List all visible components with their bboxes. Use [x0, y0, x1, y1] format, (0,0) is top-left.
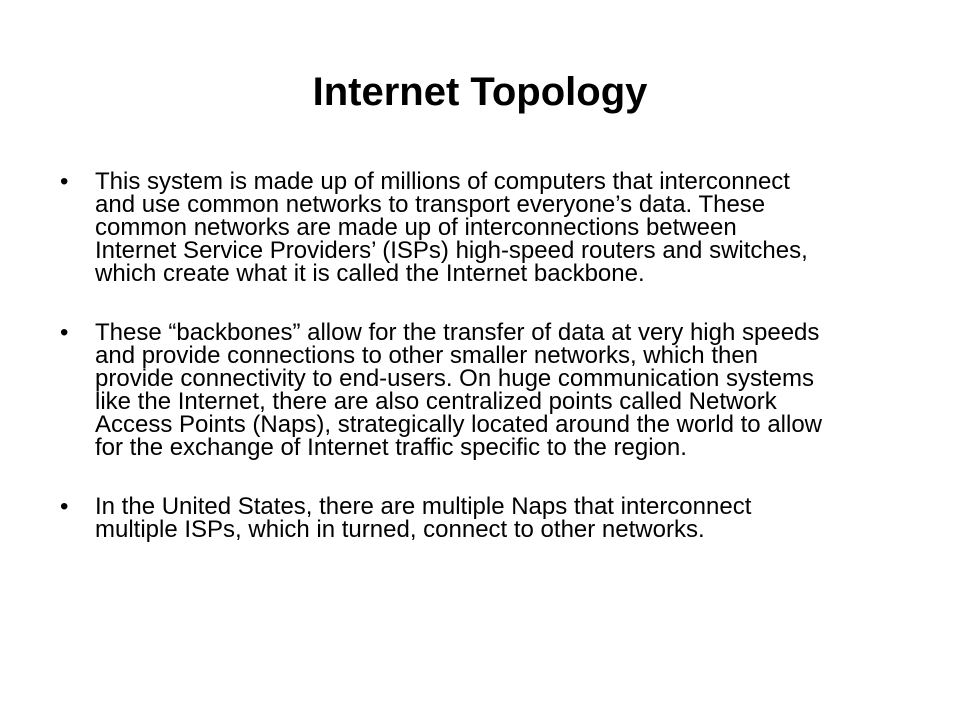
bullet-line: and use common networks to transport everyone’s data. These [95, 191, 766, 218]
bullet-text [95, 495, 920, 541]
bullet-line: provide connectivity to end-users. On huge communication systems [95, 365, 815, 392]
bullet-line: Internet Service Providers’ (ISPs) high-speed routers and switches, [95, 237, 808, 264]
bullet-line: These “backbones” allow for the transfer of data at very high speeds [95, 319, 820, 346]
bullet-line: This system is made up of millions of computers that interconnect [95, 168, 790, 195]
bullet-text [95, 321, 920, 459]
bullet-item [60, 170, 920, 285]
bullet-marker: • [60, 168, 69, 195]
bullet-line: multiple ISPs, which in turned, connect to other networks. [95, 516, 705, 543]
bullet-item [60, 495, 920, 541]
bullet-item [60, 321, 920, 459]
bullet-line: like the Internet, there are also centralized points called Network [95, 388, 777, 415]
bullet-text [95, 170, 920, 285]
bullet-line: In the United States, there are multiple Naps that interconnect [95, 493, 752, 520]
bullet-marker: • [60, 319, 69, 346]
bullet-line: for the exchange of Internet traffic specific to the region. [95, 434, 687, 461]
bullet-line: common networks are made up of interconnections between [95, 214, 737, 241]
bullet-line: and provide connections to other smaller networks, which then [95, 342, 759, 369]
bullet-marker: • [60, 493, 69, 520]
slide-title: Internet Topology [312, 70, 648, 114]
bullet-line: Access Points (Naps), strategically located around the world to allow [95, 411, 823, 438]
bullet-line: which create what it is called the Internet backbone. [95, 260, 645, 287]
bullet-list [60, 170, 920, 577]
